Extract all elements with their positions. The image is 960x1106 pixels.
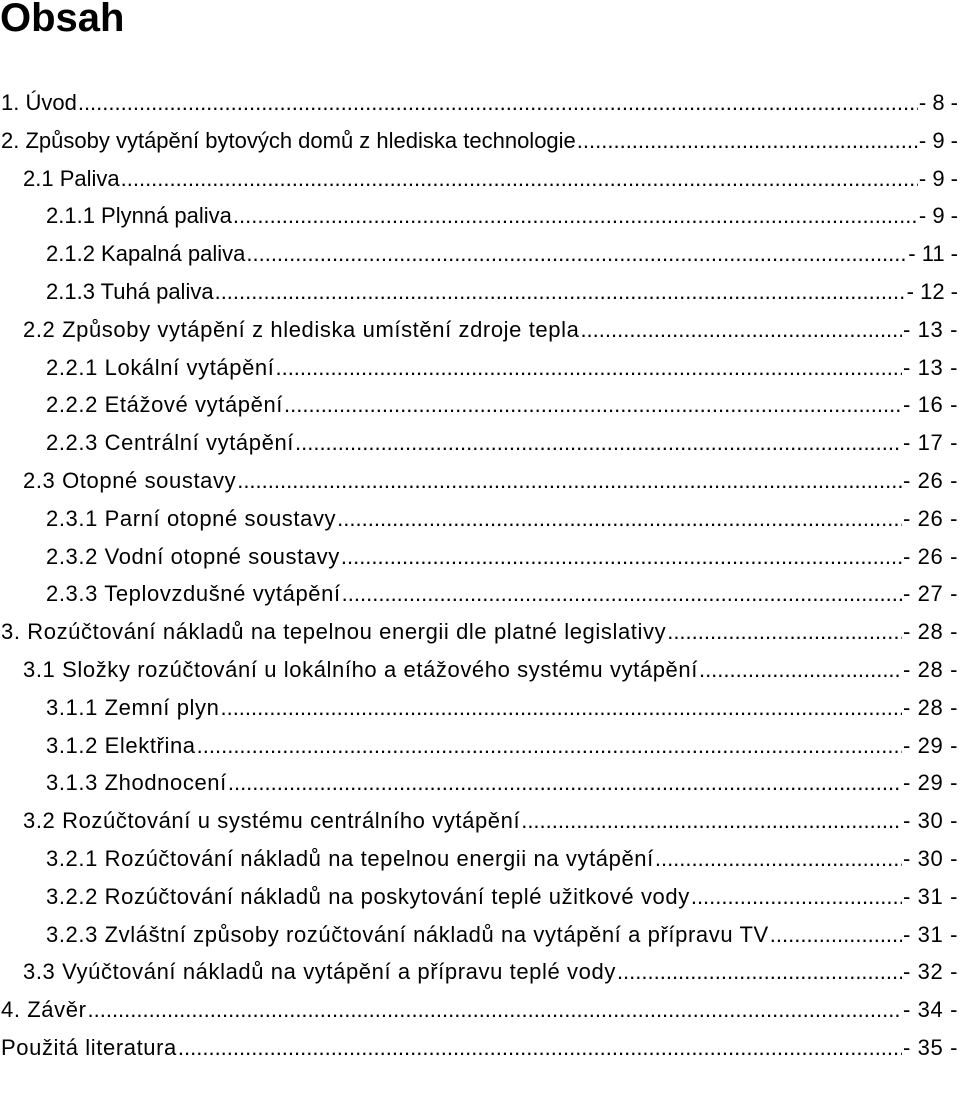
dot-leader	[197, 727, 902, 765]
toc-entry-page-number: - 9 -	[918, 127, 958, 153]
toc-entry-title: Použitá literatura	[1, 1034, 177, 1060]
toc-entry-page-number: - 35 -	[903, 1034, 958, 1060]
toc-entry-page-number: - 9 -	[918, 203, 958, 229]
toc-entry-page-number: - 13 -	[903, 316, 958, 342]
toc-entry-page-number: - 28 -	[903, 619, 958, 645]
toc-entry-page-number: - 31 -	[903, 883, 958, 909]
toc-entry-title: 2.1.3 Tuhá paliva	[46, 278, 214, 304]
toc-entry-title: 2.3.1 Parní otopné soustavy	[46, 505, 337, 531]
toc-entry[interactable]	[0, 953, 960, 991]
toc-entry[interactable]	[0, 802, 960, 840]
dot-leader	[284, 386, 902, 424]
toc-entry-title: 3.3 Vyúčtování nákladů na vytápění a přípravu teplé vody	[23, 959, 616, 985]
dot-leader	[121, 160, 918, 198]
toc-entry-title: 2.3.3 Teplovzdušné vytápění	[46, 581, 341, 607]
toc-entry-title: 3.1.2 Elektřina	[46, 732, 196, 758]
dot-leader	[699, 651, 902, 689]
toc-entry-page-number: - 11 -	[908, 241, 958, 267]
toc-entry-page-number: - 34 -	[903, 997, 958, 1023]
toc-entry[interactable]	[0, 538, 960, 576]
dot-leader	[617, 953, 902, 991]
dot-leader	[295, 424, 902, 462]
page-title: Obsah	[0, 0, 125, 40]
toc-entry-title: 3.1.3 Zhodnocení	[46, 770, 227, 796]
toc-entry-page-number: - 27 -	[903, 581, 958, 607]
toc-entry-title: 3. Rozúčtování nákladů na tepelnou energii dle platné legislativy	[1, 619, 667, 645]
toc-entry-page-number: - 16 -	[903, 392, 958, 418]
dot-leader	[337, 500, 902, 538]
toc-entry-title: 3.1.1 Zemní plyn	[46, 694, 220, 720]
toc-entry-page-number: - 26 -	[903, 505, 958, 531]
toc-entry[interactable]	[0, 462, 960, 500]
toc-entry-page-number: - 30 -	[903, 808, 958, 834]
toc-entry[interactable]	[0, 727, 960, 765]
toc-entry[interactable]	[0, 197, 960, 235]
toc-entry[interactable]	[0, 916, 960, 954]
toc-entry[interactable]	[0, 311, 960, 349]
toc-entry-page-number: - 26 -	[903, 467, 958, 493]
toc-entry-page-number: - 17 -	[903, 430, 958, 456]
toc-entry-title: 2.1 Paliva	[23, 165, 120, 191]
dot-leader	[215, 273, 906, 311]
toc-entry-page-number: - 29 -	[903, 770, 958, 796]
toc-entry[interactable]	[0, 651, 960, 689]
toc-entry[interactable]	[0, 84, 960, 122]
toc-entry-title: 3.2.3 Zvláštní způsoby rozúčtování nákladů na vytápění a přípravu TV	[46, 921, 769, 947]
dot-leader	[220, 689, 902, 727]
toc-entry[interactable]	[0, 991, 960, 1029]
toc-entry[interactable]	[0, 122, 960, 160]
toc-entry-page-number: - 26 -	[903, 543, 958, 569]
toc-entry-title: 4. Závěr	[1, 997, 87, 1023]
toc-entry-page-number: - 12 -	[906, 278, 958, 304]
dot-leader	[88, 991, 903, 1029]
dot-leader	[667, 613, 902, 651]
toc-entry[interactable]	[0, 1029, 960, 1067]
dot-leader	[275, 349, 902, 387]
dot-leader	[178, 1029, 902, 1067]
toc-entry-page-number: - 30 -	[903, 845, 958, 871]
dot-leader	[246, 235, 907, 273]
toc-entry-title: 2.2.2 Etážové vytápění	[46, 392, 284, 418]
dot-leader	[521, 802, 902, 840]
toc-entry[interactable]	[0, 689, 960, 727]
toc-entry-page-number: - 28 -	[903, 694, 958, 720]
toc-entry[interactable]	[0, 386, 960, 424]
toc-entry[interactable]	[0, 878, 960, 916]
dot-leader	[233, 197, 918, 235]
toc-entry[interactable]	[0, 273, 960, 311]
toc-entry-title: 2.2.1 Lokální vytápění	[46, 354, 275, 380]
dot-leader	[341, 538, 902, 576]
dot-leader	[78, 84, 918, 122]
toc-entry-title: 1. Úvod	[1, 90, 77, 115]
dot-leader	[770, 916, 902, 954]
toc-entry[interactable]	[0, 764, 960, 802]
toc-entry-page-number: - 13 -	[903, 354, 958, 380]
toc-entry-page-number: - 8 -	[918, 90, 958, 115]
toc-entry-title: 2.1.1 Plynná paliva	[46, 203, 232, 229]
dot-leader	[655, 840, 902, 878]
toc-entry[interactable]	[0, 235, 960, 273]
dot-leader	[691, 878, 902, 916]
toc-entry[interactable]	[0, 424, 960, 462]
toc-entry[interactable]	[0, 613, 960, 651]
toc-entry-title: 3.2 Rozúčtování u systému centrálního vytápění	[23, 808, 521, 834]
toc-entry-title: 2.2.3 Centrální vytápění	[46, 430, 294, 456]
toc-entry[interactable]	[0, 575, 960, 613]
toc-entry-title: 3.2.1 Rozúčtování nákladů na tepelnou energii na vytápění	[46, 845, 654, 871]
dot-leader	[580, 311, 902, 349]
toc-entry[interactable]	[0, 500, 960, 538]
toc-entry[interactable]	[0, 349, 960, 387]
toc-entry-title: 3.2.2 Rozúčtování nákladů na poskytování teplé užitkové vody	[46, 883, 690, 909]
dot-leader	[228, 764, 902, 802]
toc-entry-title: 2.2 Způsoby vytápění z hlediska umístění zdroje tepla	[23, 316, 580, 342]
toc-entry-page-number: - 32 -	[903, 959, 958, 985]
dot-leader	[577, 122, 918, 160]
dot-leader	[237, 462, 902, 500]
toc-entry-page-number: - 29 -	[903, 732, 958, 758]
toc-entry-page-number: - 31 -	[903, 921, 958, 947]
toc-entry-title: 2.3.2 Vodní otopné soustavy	[46, 543, 340, 569]
toc-entry-title: 2.3 Otopné soustavy	[23, 467, 237, 493]
toc-entry-page-number: - 28 -	[903, 656, 958, 682]
toc-entry-page-number: - 9 -	[918, 165, 958, 191]
dot-leader	[342, 575, 902, 613]
toc-entry[interactable]	[0, 160, 960, 198]
toc-entry-title: 2. Způsoby vytápění bytových domů z hlediska technologie	[1, 127, 576, 153]
toc-entry[interactable]	[0, 840, 960, 878]
table-of-contents	[0, 84, 960, 1067]
toc-entry-title: 2.1.2 Kapalná paliva	[46, 241, 246, 267]
toc-entry-title: 3.1 Složky rozúčtování u lokálního a etážového systému vytápění	[23, 656, 698, 682]
